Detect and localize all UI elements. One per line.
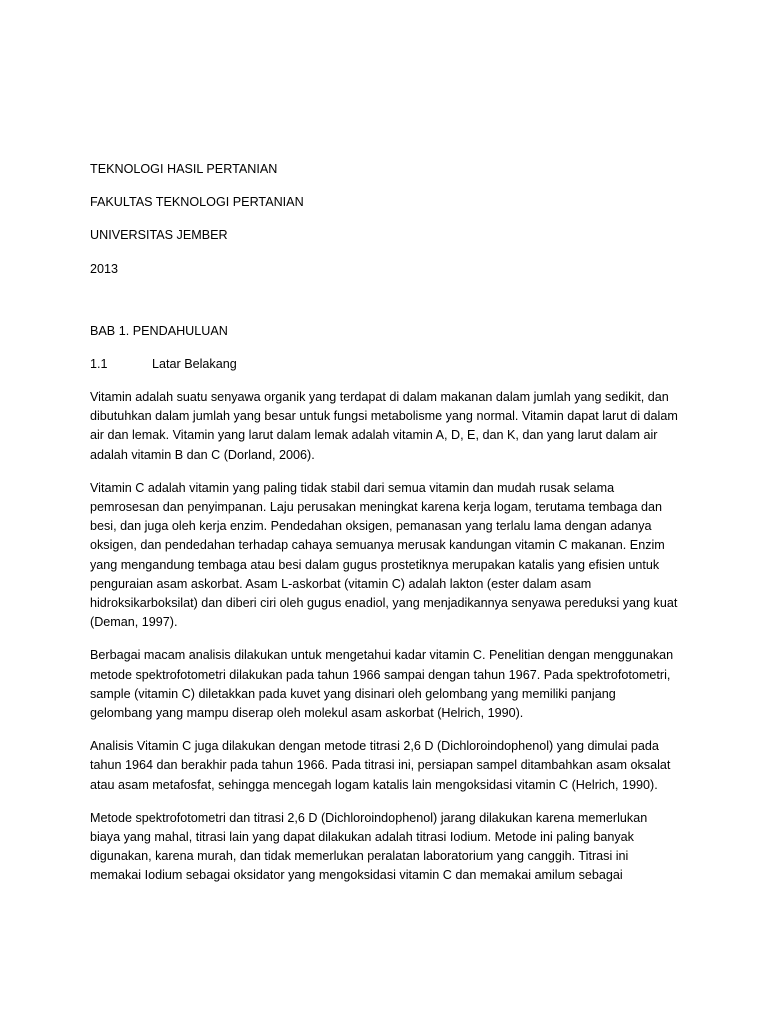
header-faculty: FAKULTAS TEKNOLOGI PERTANIAN (90, 195, 304, 210)
header-year: 2013 (90, 261, 119, 276)
paragraph-iodine-titration: Metode spektrofotometri dan titrasi 2,6 D (Dichloroindophenol) jarang dilakukan karena memerlukan biaya yang mahal, titrasi lain yang dapat dilakukan adalah titrasi Iodium. Metode ini paling banyak digunakan, karena murah, dan tidak memerlukan peralatan laboratorium yang canggih. Titrasi ini memakai Iodium sebagai oksidator yang mengoksidasi vitamin C dan memakai amilum sebagai (90, 810, 648, 883)
paragraph-vitamin-c-stability: Vitamin C adalah vitamin yang paling tidak stabil dari semua vitamin dan mudah rusak selama pemrosesan dan penyimpanan. Laju perusakan meningkat karena kerja logam, terutama tembaga dan besi, dan juga oleh kerja enzim. Pendedahan oksigen, pemanasan yang terlalu lama dengan adanya oksigen, dan pendedahan terhadap cahaya semuanya merusak kandungan vitamin C makanan. Enzim yang mengandung tembaga atau besi dalam gugus prostetiknya merupakan katalis yang efisien untuk penguraian asam askorbat. Asam L-askorbat (vitamin C) adalah lakton (ester dalam asam hidroksikarboksilat) dan diberi ciri oleh gugus enadiol, yang menjadikannya senyawa pereduksi yang kuat (Deman, 1997). (90, 480, 678, 630)
section-title: Latar Belakang (152, 357, 237, 371)
paragraph-spectrophotometry: Berbagai macam analisis dilakukan untuk mengetahui kadar vitamin C. Penelitian dengan menggunakan metode spektrofotometri dilakukan pada tahun 1966 sampai dengan tahun 1967. Pada spektrofotometri, sample (vitamin C) diletakkan pada kuvet yang disinari oleh gelombang yang memiliki panjang gelombang yang mampu diserap oleh molekul asam askorbat (Helrich, 1990). (90, 648, 674, 721)
document-body (90, 388, 680, 900)
document-header (90, 160, 678, 293)
paragraph-titration-dcip: Analisis Vitamin C juga dilakukan dengan metode titrasi 2,6 D (Dichloroindophenol) yang dimulai pada tahun 1964 dan berakhir pada tahun 1966. Pada titrasi ini, persiapan sampel ditambahkan asam oksalat atau asam metafosfat, sehingga mencegah logam katalis lain mengoksidasi vitamin C (Helrich, 1990). (90, 739, 671, 792)
section-number: 1.1 (90, 357, 108, 371)
section-heading (90, 355, 237, 374)
paragraph-vitamin-definition: Vitamin adalah suatu senyawa organik yang terdapat di dalam makanan dalam jumlah yang sedikit, dan dibutuhkan dalam jumlah yang besar untuk fungsi metabolisme yang normal. Vitamin dapat larut di dalam air dan lemak. Vitamin yang larut dalam lemak adalah vitamin A, D, E, dan K, dan yang larut dalam air adalah vitamin B dan C (Dorland, 2006). (90, 390, 678, 462)
chapter-title: BAB 1. PENDAHULUAN (90, 324, 228, 338)
header-department: TEKNOLOGI HASIL PERTANIAN (90, 162, 278, 176)
header-university: UNIVERSITAS JEMBER (90, 228, 228, 243)
